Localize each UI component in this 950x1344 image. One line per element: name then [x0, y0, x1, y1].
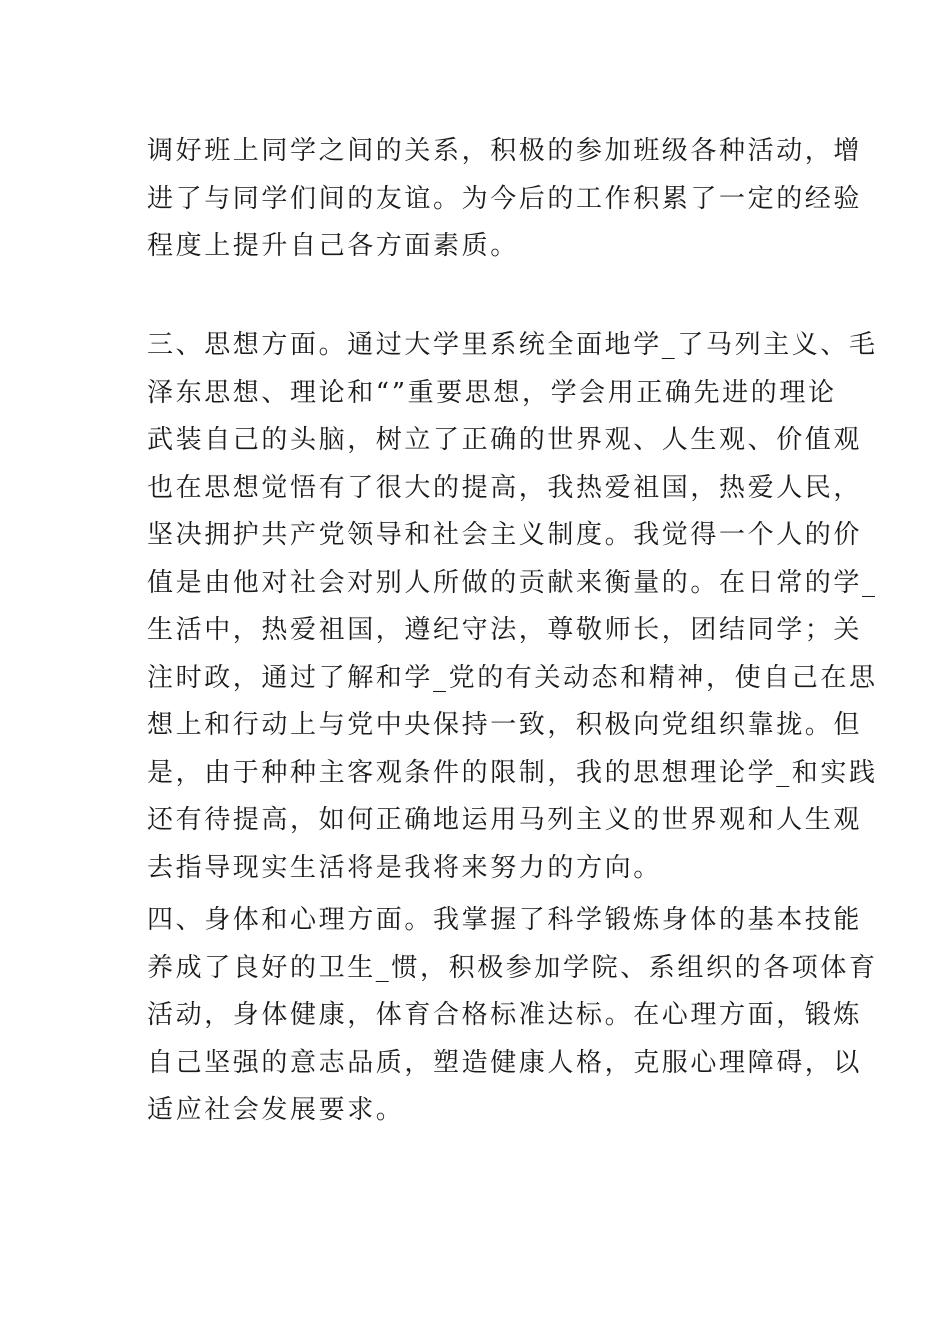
- text-line: 坚决拥护共产党领导和社会主义制度。我觉得一个人的价: [147, 520, 863, 550]
- text-line: 自己坚强的意志品质，塑造健康人格，克服心理障碍，以: [147, 1047, 863, 1078]
- text-line: 四、身体和心理方面。我掌握了科学锻炼身体的基本技能: [147, 905, 863, 935]
- text-line: 适应社会发展要求。: [147, 1095, 405, 1125]
- text-line: 生活中，热爱祖国，遵纪守法，尊敬师长，团结同学；关: [147, 615, 863, 645]
- paragraph-body-and-mind: [147, 897, 878, 1135]
- text-line: 想上和行动上与党中央保持一致，积极向党组织靠拢。但: [147, 710, 863, 740]
- text-line: 注时政，通过了解和学_党的有关动态和精神，使自己在思: [147, 662, 878, 693]
- text-line: 泽东思想、理论和“”重要思想，学会用正确先进的理论: [147, 377, 837, 408]
- text-line: 程度上提升自己各方面素质。: [147, 231, 519, 261]
- paragraph-class-relations: [147, 128, 863, 271]
- text-line: 进了与同学们间的友谊。为今后的工作积累了一定的经验: [147, 183, 863, 214]
- text-line: 调好班上同学之间的关系，积极的参加班级各种活动，增: [147, 136, 863, 166]
- text-line: 三、思想方面。通过大学里系统全面地学_了马列主义、毛: [147, 330, 878, 360]
- text-line: 养成了良好的卫生_惯，积极参加学院、系组织的各项体育: [147, 952, 878, 983]
- text-line: 也在思想觉悟有了很大的提高，我热爱祖国，热爱人民，: [147, 472, 863, 503]
- text-line: 值是由他对社会对别人所做的贡献来衡量的。在日常的学_: [147, 567, 878, 598]
- paragraph-ideology: [147, 322, 878, 892]
- text-line: 武装自己的头脑，树立了正确的世界观、人生观、价值观: [147, 425, 863, 455]
- text-line: 是，由于种种主客观条件的限制，我的思想理论学_和实践: [147, 757, 878, 788]
- text-line: 活动，身体健康，体育合格标准达标。在心理方面，锻炼: [147, 1000, 863, 1030]
- text-line: 去指导现实生活将是我将来努力的方向。: [147, 852, 662, 883]
- text-line: 还有待提高，如何正确地运用马列主义的世界观和人生观: [147, 805, 863, 835]
